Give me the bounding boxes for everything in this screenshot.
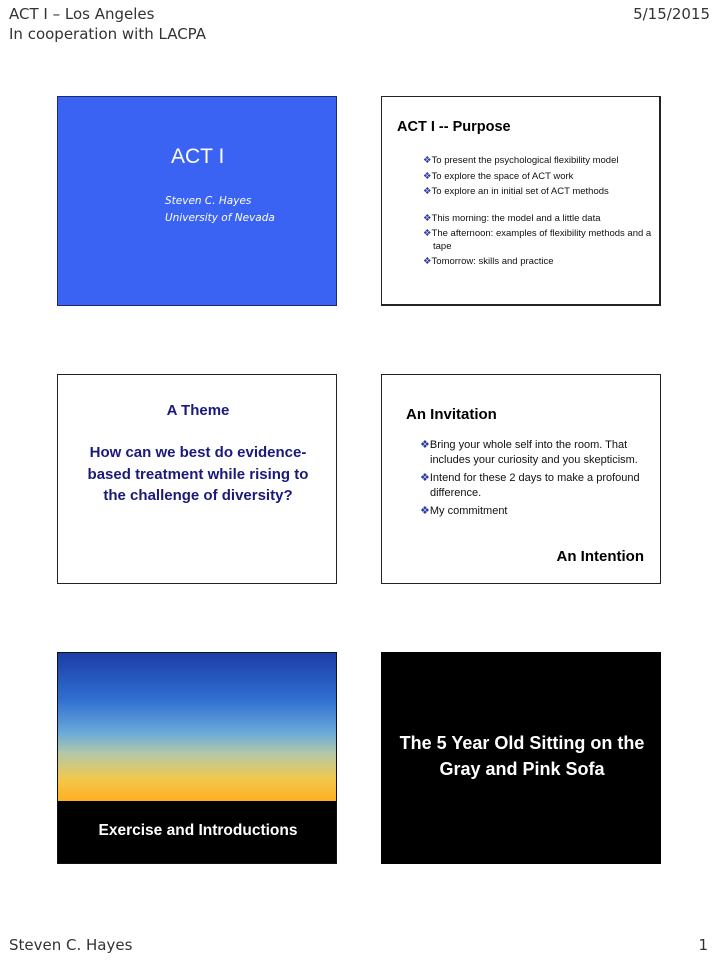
list-item: ❖Bring your whole self into the room. That includes your curiosity and you skepticism.	[420, 439, 638, 466]
page-number: 1	[698, 936, 708, 954]
slide-title: ACT I	[171, 145, 225, 168]
diamond-bullet-icon: ❖	[423, 186, 432, 197]
slide-1-title	[57, 96, 337, 306]
purpose-list	[423, 155, 653, 272]
slide-6-sofa	[381, 652, 661, 864]
list-item: ❖To explore the space of ACT work	[423, 170, 574, 182]
list-item: ❖To explore an in initial set of ACT methods	[423, 186, 609, 197]
header-title: ACT I – Los Angeles	[9, 5, 155, 23]
list-item: ❖Tomorrow: skills and practice	[423, 256, 554, 267]
diamond-bullet-icon: ❖	[423, 170, 432, 182]
diamond-bullet-icon: ❖	[420, 472, 430, 484]
presenter-name: Steven C. Hayes	[165, 195, 252, 207]
list-item: ❖Intend for these 2 days to make a profound difference.	[420, 472, 640, 499]
slide-5-sunset	[57, 652, 337, 864]
header-subtitle: In cooperation with LACPA	[9, 25, 207, 43]
list-item: ❖This morning: the model and a little data	[423, 212, 601, 224]
diamond-bullet-icon: ❖	[423, 212, 432, 224]
slide-title: Exercise and Introductions	[98, 822, 298, 839]
diamond-bullet-icon: ❖	[423, 155, 432, 166]
slide-title: The 5 Year Old Sitting on the Gray and Pink Sofa	[399, 733, 645, 779]
diamond-bullet-icon: ❖	[420, 439, 430, 451]
slide-4-invitation	[381, 374, 661, 584]
list-item: ❖The afternoon: examples of flexibility methods and a tape	[423, 228, 652, 252]
list-item: ❖My commitment	[420, 505, 508, 517]
diamond-bullet-icon: ❖	[420, 505, 430, 517]
slide-title: An Invitation	[406, 406, 497, 423]
diamond-bullet-icon: ❖	[423, 256, 432, 267]
list-item: ❖To present the psychological flexibility model	[423, 155, 619, 166]
slide-title: A Theme	[166, 402, 230, 419]
slide-3-theme	[57, 374, 337, 584]
header-date: 5/15/2015	[633, 5, 710, 23]
theme-question: How can we best do evidence-based treatment while rising to the challenge of diversity?	[87, 444, 309, 504]
diamond-bullet-icon: ❖	[423, 228, 432, 239]
presenter-organization: University of Nevada	[165, 212, 275, 224]
intention-label: An Intention	[556, 548, 644, 565]
slide-2-purpose	[381, 96, 661, 306]
invitation-list	[420, 438, 640, 522]
footer-author: Steven C. Hayes	[9, 936, 133, 954]
slide-title: ACT I -- Purpose	[397, 119, 511, 135]
